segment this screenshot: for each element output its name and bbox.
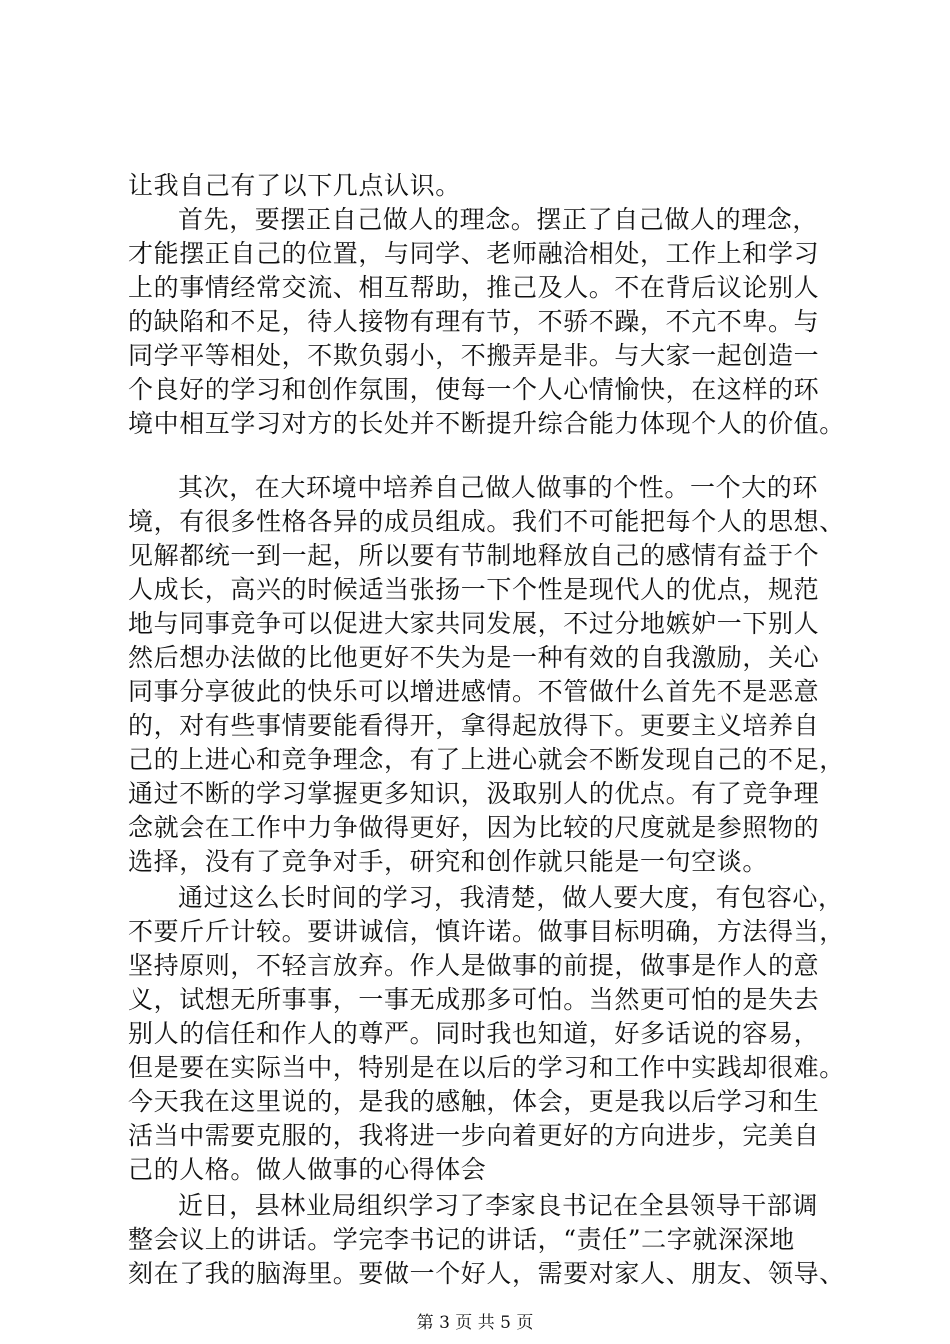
text-line: 然后想办法做的比他更好不失为是一种有效的自我激励，关心 <box>128 643 820 672</box>
text-line: 刻在了我的脑海里。要做一个好人，需要对家人、朋友、领导、 <box>128 1259 845 1288</box>
text-line: 别人的信任和作人的尊严。同时我也知道，好多话说的容易， <box>128 1019 820 1048</box>
page-number-footer: 第 3 页 共 5 页 <box>416 1313 534 1333</box>
text-line: 同学平等相处，不欺负弱小，不搬弄是非。与大家一起创造一 <box>128 341 820 370</box>
text-line: 境中相互学习对方的长处并不断提升综合能力体现个人的价值。 <box>128 409 845 438</box>
text-line: 整会议上的讲话。学完李书记的讲话，“责任”二字就深深地 <box>128 1225 795 1254</box>
text-line: 选择，没有了竞争对手，研究和创作就只能是一句空谈。 <box>128 847 769 876</box>
text-line: 念就会在工作中力争做得更好，因为比较的尺度就是参照物的 <box>128 813 820 842</box>
text-line: 地与同事竞争可以促进大家共同发展，不过分地嫉妒一下别人 <box>128 609 820 638</box>
text-line: 近日，县林业局组织学习了李家良书记在全县领导干部调 <box>178 1191 819 1220</box>
text-line: 同事分享彼此的快乐可以增进感情。不管做什么首先不是恶意 <box>128 677 820 706</box>
text-line: 不要斤斤计较。要讲诚信，慎许诺。做事目标明确，方法得当， <box>128 917 845 946</box>
text-line: 见解都统一到一起，所以要有节制地释放自己的感情有益于个 <box>128 541 820 570</box>
text-line: 今天我在这里说的，是我的感触，体会，更是我以后学习和生 <box>128 1087 820 1116</box>
text-line: 通过不断的学习掌握更多知识，汲取别人的优点。有了竞争理 <box>128 779 820 808</box>
text-line: 境，有很多性格各异的成员组成。我们不可能把每个人的思想、 <box>128 507 845 536</box>
text-line: 坚持原则，不轻言放弃。作人是做事的前提，做事是作人的意 <box>128 951 820 980</box>
text-line: 己的人格。做人做事的心得体会 <box>128 1155 487 1184</box>
text-line: 但是要在实际当中，特别是在以后的学习和工作中实践却很难。 <box>128 1053 845 1082</box>
text-line: 的，对有些事情要能看得开，拿得起放得下。更要主义培养自 <box>128 711 820 740</box>
text-line: 的缺陷和不足，待人接物有理有节，不骄不躁，不亢不卑。与 <box>128 307 820 336</box>
text-line: 让我自己有了以下几点认识。 <box>128 171 461 200</box>
text-line: 其次，在大环境中培养自己做人做事的个性。一个大的环 <box>178 473 819 502</box>
text-line: 上的事情经常交流、相互帮助，推己及人。不在背后议论别人 <box>128 273 820 302</box>
text-line: 活当中需要克服的，我将进一步向着更好的方向进步，完美自 <box>128 1121 820 1150</box>
text-line: 义，试想无所事事，一事无成那多可怕。当然更可怕的是失去 <box>128 985 820 1014</box>
text-line: 人成长，高兴的时候适当张扬一下个性是现代人的优点，规范 <box>128 575 820 604</box>
text-line: 通过这么长时间的学习，我清楚，做人要大度，有包容心， <box>178 883 844 912</box>
text-line: 己的上进心和竞争理念，有了上进心就会不断发现自己的不足， <box>128 745 845 774</box>
text-line: 首先，要摆正自己做人的理念。摆正了自己做人的理念， <box>178 205 819 234</box>
text-line: 个良好的学习和创作氛围，使每一个人心情愉快，在这样的环 <box>128 375 820 404</box>
text-line: 才能摆正自己的位置，与同学、老师融洽相处，工作上和学习 <box>128 239 820 268</box>
